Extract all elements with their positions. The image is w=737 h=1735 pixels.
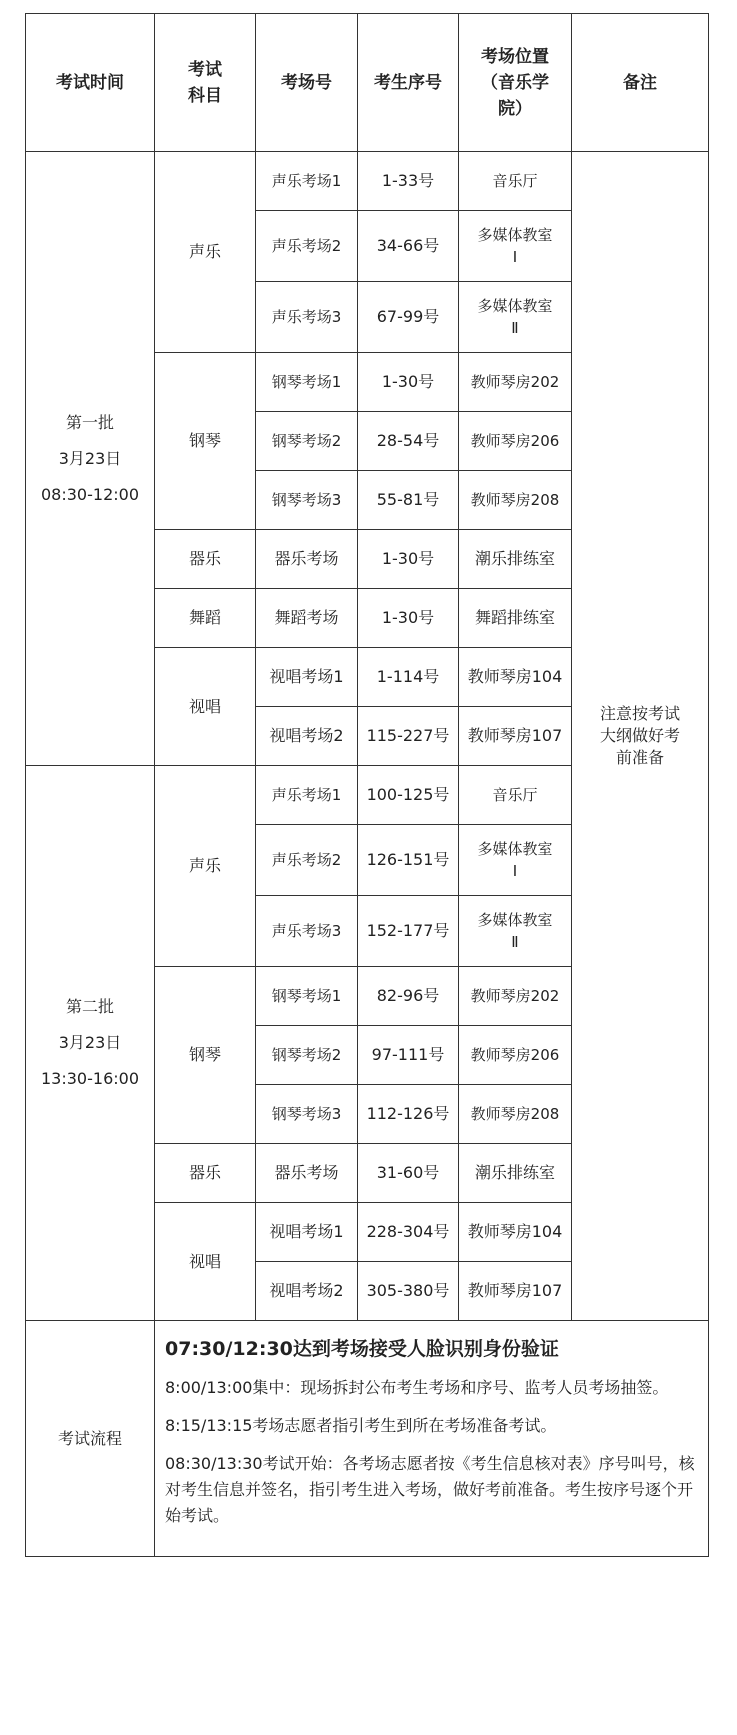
process-step-3: 08:30/13:30考试开始：各考场志愿者按《考生信息核对表》序号叫号，核对考生信息并签名，指引考生进入考场，做好考前准备。考生按序号逐个开始考试。 bbox=[165, 1454, 695, 1525]
room-cell: 钢琴考场3 bbox=[256, 471, 358, 530]
process-headline: 07:30/12:30达到考场接受人脸识别身份验证 bbox=[165, 1338, 559, 1360]
location-cell: 教师琴房107 bbox=[459, 707, 572, 766]
batch1-subject-piano: 钢琴 bbox=[155, 353, 256, 530]
batch1-time-cell: 第一批 3月23日 08:30-12:00 bbox=[26, 152, 155, 766]
sequence-cell: 100-125号 bbox=[358, 766, 459, 825]
header-exam-time: 考试时间 bbox=[26, 14, 155, 152]
room-cell: 钢琴考场2 bbox=[256, 412, 358, 471]
header-note: 备注 bbox=[572, 14, 709, 152]
process-label: 考试流程 bbox=[26, 1321, 155, 1557]
room-cell: 声乐考场3 bbox=[256, 282, 358, 353]
location-cell: 教师琴房206 bbox=[459, 412, 572, 471]
room-cell: 视唱考场2 bbox=[256, 1262, 358, 1321]
location-cell: 教师琴房202 bbox=[459, 967, 572, 1026]
location-cell: 多媒体教室 Ⅱ bbox=[459, 896, 572, 967]
room-cell: 声乐考场2 bbox=[256, 825, 358, 896]
room-cell: 钢琴考场2 bbox=[256, 1026, 358, 1085]
process-content bbox=[155, 1321, 709, 1557]
location-cell: 音乐厅 bbox=[459, 152, 572, 211]
header-candidate-sequence: 考生序号 bbox=[358, 14, 459, 152]
room-cell: 钢琴考场3 bbox=[256, 1085, 358, 1144]
sequence-cell: 34-66号 bbox=[358, 211, 459, 282]
sequence-cell: 1-30号 bbox=[358, 589, 459, 648]
batch1-subject-dance: 舞蹈 bbox=[155, 589, 256, 648]
header-subject: 考试 科目 bbox=[155, 14, 256, 152]
room-cell: 器乐考场 bbox=[256, 530, 358, 589]
sequence-cell: 55-81号 bbox=[358, 471, 459, 530]
batch1-subject-vocal: 声乐 bbox=[155, 152, 256, 353]
sequence-cell: 152-177号 bbox=[358, 896, 459, 967]
sequence-cell: 1-30号 bbox=[358, 530, 459, 589]
sequence-cell: 82-96号 bbox=[358, 967, 459, 1026]
batch2-subject-sight-singing: 视唱 bbox=[155, 1203, 256, 1321]
room-cell: 视唱考场1 bbox=[256, 1203, 358, 1262]
header-row bbox=[26, 14, 709, 152]
process-step-2: 8:15/13:15考场志愿者指引考生到所在考场准备考试。 bbox=[165, 1416, 557, 1435]
header-room-location: 考场位置 （音乐学 院） bbox=[459, 14, 572, 152]
location-cell: 多媒体教室 Ⅰ bbox=[459, 211, 572, 282]
process-step-1: 8:00/13:00集中：现场拆封公布考生考场和序号、监考人员考场抽签。 bbox=[165, 1378, 669, 1397]
location-cell: 潮乐排练室 bbox=[459, 530, 572, 589]
room-cell: 舞蹈考场 bbox=[256, 589, 358, 648]
location-cell: 教师琴房104 bbox=[459, 648, 572, 707]
room-cell: 声乐考场1 bbox=[256, 766, 358, 825]
sequence-cell: 28-54号 bbox=[358, 412, 459, 471]
note-cell: 注意按考试 大纲做好考 前准备 bbox=[572, 152, 709, 1321]
location-cell: 教师琴房107 bbox=[459, 1262, 572, 1321]
room-cell: 钢琴考场1 bbox=[256, 967, 358, 1026]
exam-schedule-document bbox=[25, 13, 709, 1557]
sequence-cell: 67-99号 bbox=[358, 282, 459, 353]
batch1-subject-instrument: 器乐 bbox=[155, 530, 256, 589]
room-cell: 视唱考场2 bbox=[256, 707, 358, 766]
location-cell: 教师琴房202 bbox=[459, 353, 572, 412]
room-cell: 声乐考场3 bbox=[256, 896, 358, 967]
room-cell: 钢琴考场1 bbox=[256, 353, 358, 412]
exam-schedule-table bbox=[25, 13, 709, 1557]
table-row bbox=[26, 152, 709, 211]
room-cell: 声乐考场2 bbox=[256, 211, 358, 282]
sequence-cell: 115-227号 bbox=[358, 707, 459, 766]
room-cell: 视唱考场1 bbox=[256, 648, 358, 707]
location-cell: 教师琴房206 bbox=[459, 1026, 572, 1085]
sequence-cell: 1-114号 bbox=[358, 648, 459, 707]
batch2-subject-piano: 钢琴 bbox=[155, 967, 256, 1144]
location-cell: 教师琴房208 bbox=[459, 471, 572, 530]
sequence-cell: 1-30号 bbox=[358, 353, 459, 412]
header-room-number: 考场号 bbox=[256, 14, 358, 152]
location-cell: 潮乐排练室 bbox=[459, 1144, 572, 1203]
sequence-cell: 31-60号 bbox=[358, 1144, 459, 1203]
sequence-cell: 112-126号 bbox=[358, 1085, 459, 1144]
batch1-subject-sight-singing: 视唱 bbox=[155, 648, 256, 766]
sequence-cell: 228-304号 bbox=[358, 1203, 459, 1262]
sequence-cell: 97-111号 bbox=[358, 1026, 459, 1085]
location-cell: 教师琴房104 bbox=[459, 1203, 572, 1262]
process-row bbox=[26, 1321, 709, 1557]
sequence-cell: 126-151号 bbox=[358, 825, 459, 896]
sequence-cell: 305-380号 bbox=[358, 1262, 459, 1321]
location-cell: 多媒体教室 Ⅱ bbox=[459, 282, 572, 353]
location-cell: 教师琴房208 bbox=[459, 1085, 572, 1144]
room-cell: 器乐考场 bbox=[256, 1144, 358, 1203]
sequence-cell: 1-33号 bbox=[358, 152, 459, 211]
batch2-time-cell: 第二批 3月23日 13:30-16:00 bbox=[26, 766, 155, 1321]
batch2-subject-vocal: 声乐 bbox=[155, 766, 256, 967]
location-cell: 多媒体教室 Ⅰ bbox=[459, 825, 572, 896]
room-cell: 声乐考场1 bbox=[256, 152, 358, 211]
batch2-subject-instrument: 器乐 bbox=[155, 1144, 256, 1203]
location-cell: 音乐厅 bbox=[459, 766, 572, 825]
location-cell: 舞蹈排练室 bbox=[459, 589, 572, 648]
